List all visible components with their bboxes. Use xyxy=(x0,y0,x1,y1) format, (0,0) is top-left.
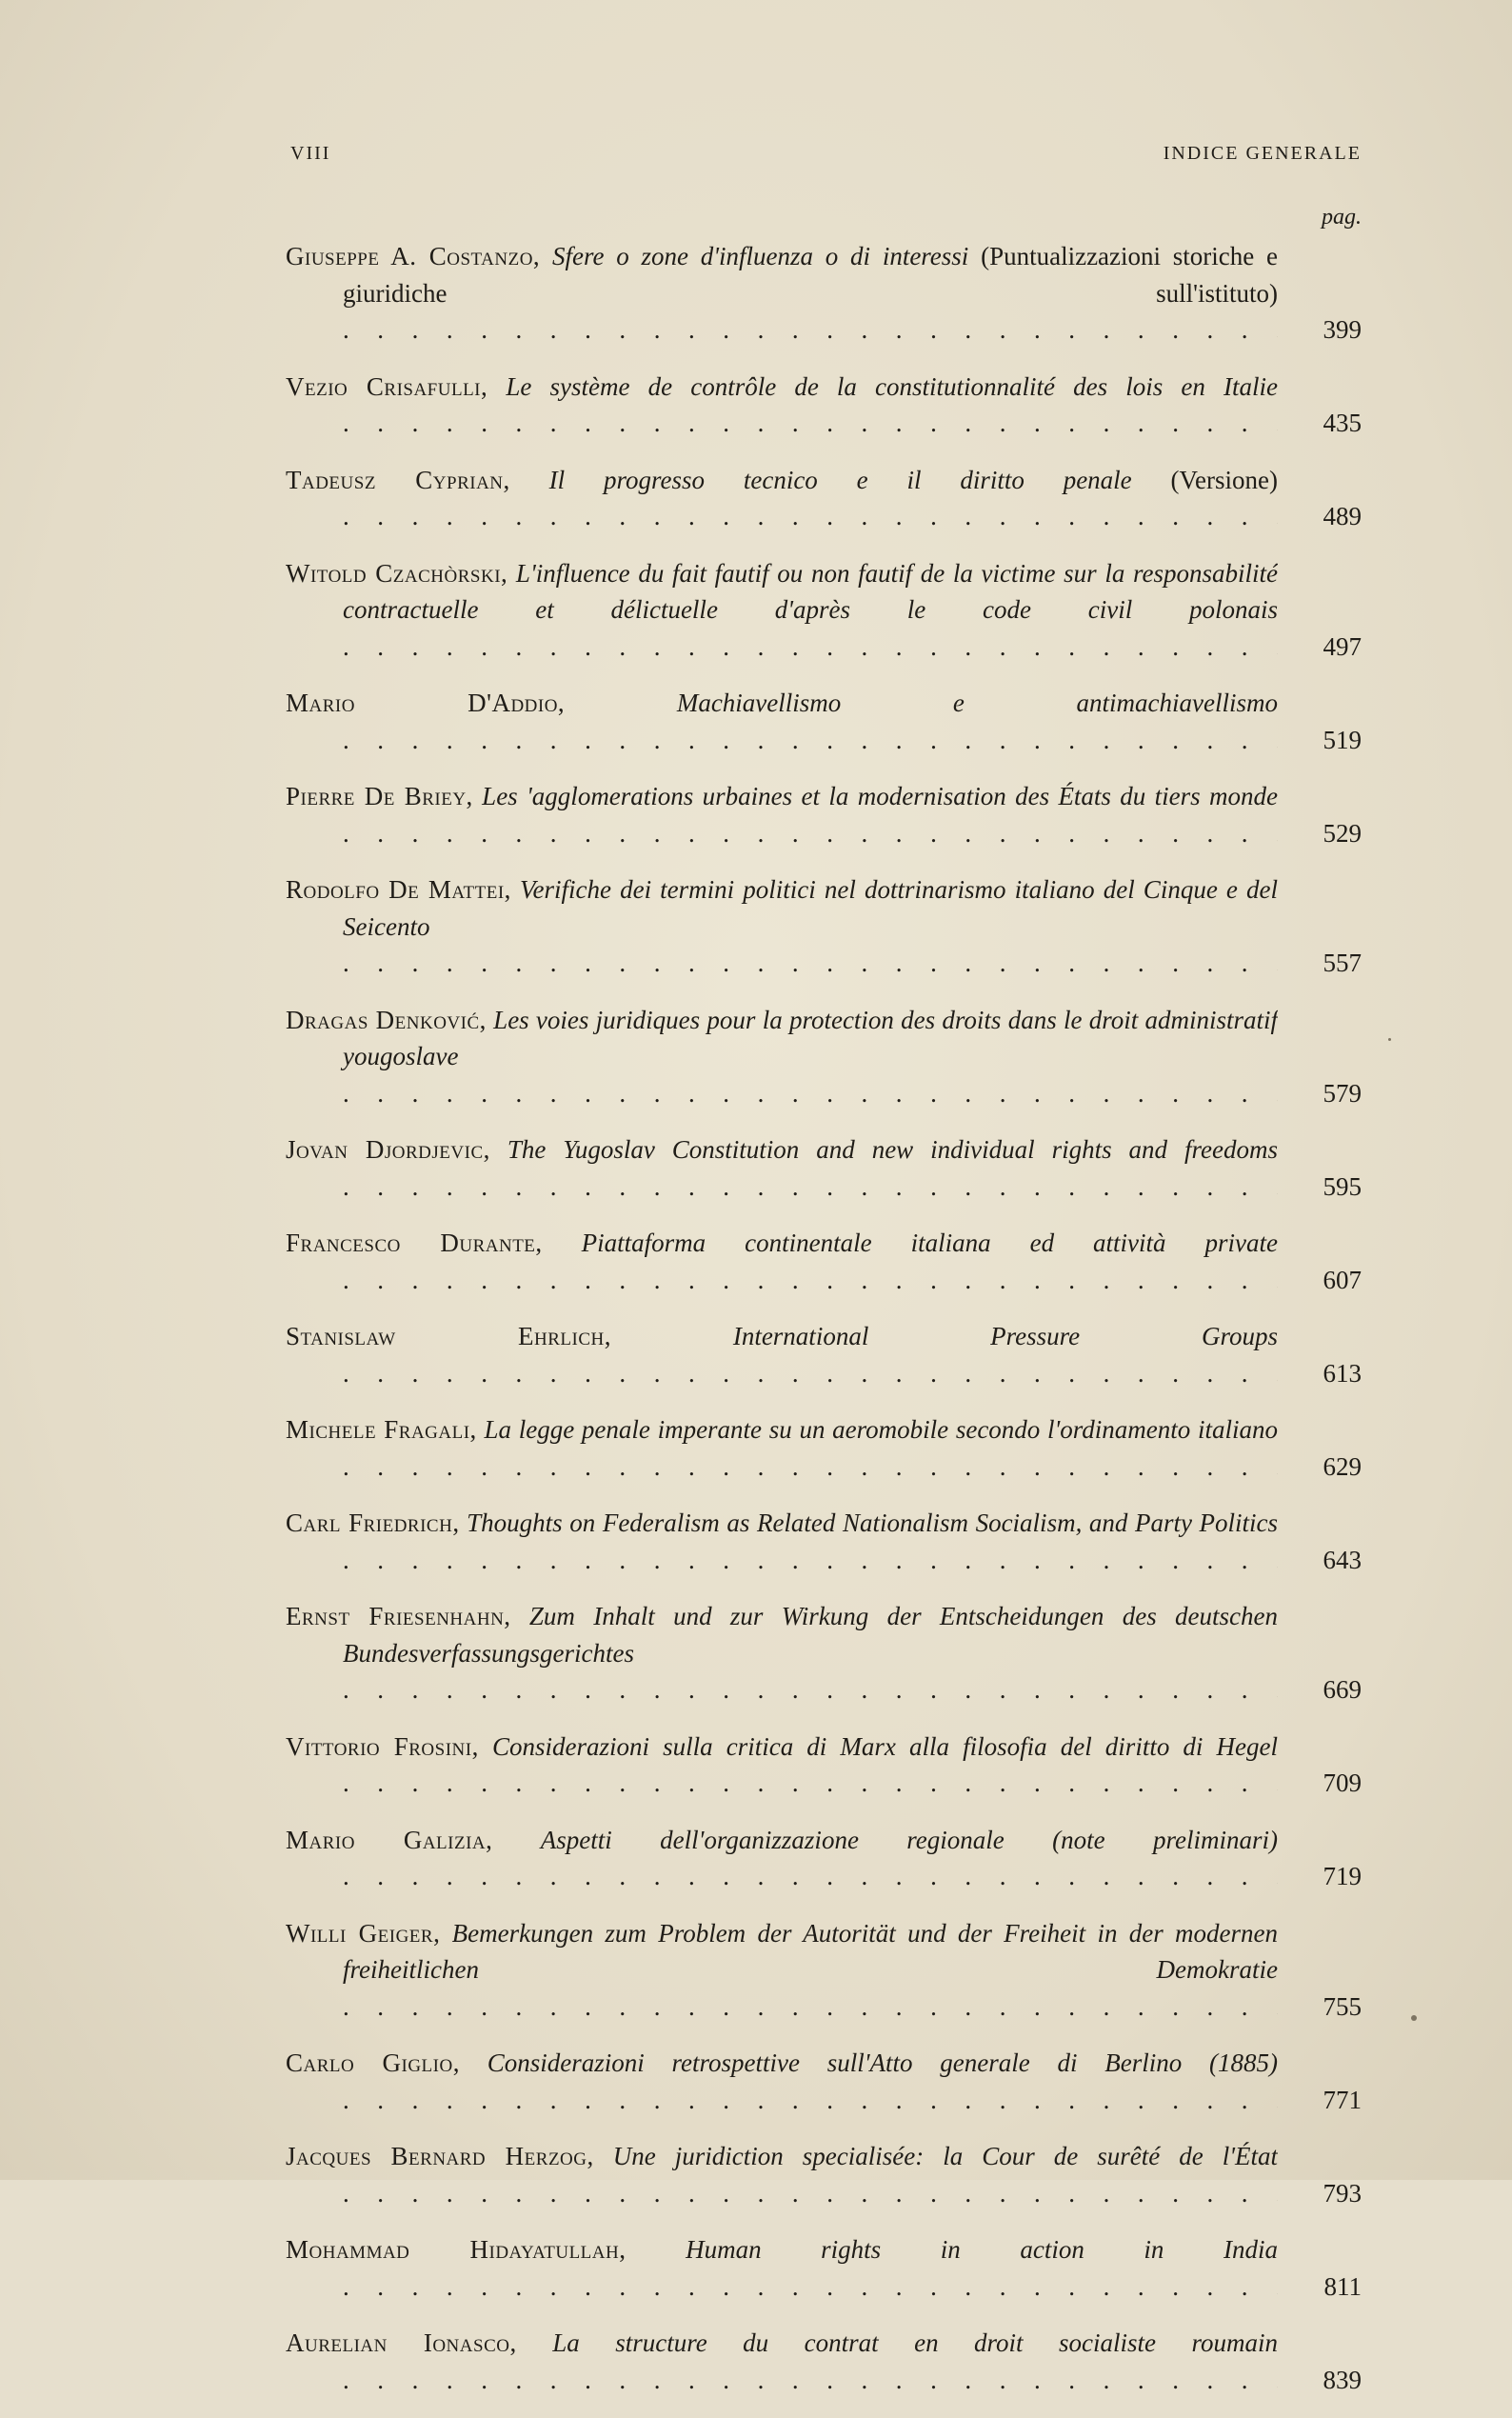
entry-page: 643 xyxy=(1323,1545,1362,1574)
entry-title: Verifiche dei termini politici nel dottrinarismo italiano del Cinque e del Seicento xyxy=(343,875,1278,941)
toc-entry xyxy=(286,1411,1362,1485)
entry-title: L'influence du fait fautif ou non fautif de la victime sur la responsabilité contractuelle et délictuelle d'après le code civil polonais xyxy=(343,558,1278,624)
entry-page: 579 xyxy=(1323,1078,1362,1108)
entry-page: 399 xyxy=(1323,315,1362,344)
toc-entry xyxy=(286,2045,1362,2118)
author-name: Jacques Bernard Herzog, xyxy=(286,2142,594,2170)
paper-speck xyxy=(1388,1038,1391,1041)
paper-speck xyxy=(1411,2015,1417,2021)
author-name: Tadeusz Cyprian, xyxy=(286,465,510,494)
page-number: VIII xyxy=(290,143,331,164)
author-name: Carl Friedrich, xyxy=(286,1509,460,1537)
entry-title: The Yugoslav Constitution and new individual rights and freedoms xyxy=(507,1135,1278,1164)
toc-entry xyxy=(286,462,1362,535)
author-name: Jovan Djordjevic, xyxy=(286,1135,490,1164)
author-name: Witold Czachòrski, xyxy=(286,558,508,588)
author-name: Giuseppe A. Costanzo, xyxy=(286,242,541,270)
entry-title: Aspetti dell'organizzazione regionale (note preliminari) xyxy=(540,1825,1278,1854)
entry-title: Bemerkungen zum Problem der Autorität und der Freiheit in der modernen freiheitlichen Demokratie xyxy=(343,1918,1278,1984)
entry-note: (Puntualizzazioni storiche e giuridiche sull'istituto) xyxy=(343,242,1278,308)
entry-page: 755 xyxy=(1323,1991,1362,2021)
entry-page: 709 xyxy=(1323,1769,1362,1797)
entry-page: 719 xyxy=(1323,1862,1362,1890)
entry-page: 613 xyxy=(1323,1358,1362,1388)
author-name: Vittorio Frosini, xyxy=(286,1731,479,1761)
entry-title: Le système de contrôle de la constitutionnalité des lois en Italie xyxy=(506,371,1278,401)
author-name: Mario Galizia, xyxy=(286,1825,493,1854)
author-name: Stanislaw Ehrlich, xyxy=(286,1322,611,1350)
entry-page: 839 xyxy=(1323,2365,1362,2394)
entry-title: La legge penale imperante su un aeromobile secondo l'ordinamento italiano xyxy=(484,1415,1278,1444)
toc-entry xyxy=(286,1729,1362,1802)
toc-entry xyxy=(286,555,1362,666)
toc-entry xyxy=(286,1505,1362,1578)
author-name: Ernst Friesenhahn, xyxy=(286,1602,511,1630)
entry-title: Sfere o zone d'influenza o di interessi xyxy=(551,242,969,270)
toc-entry xyxy=(286,685,1362,758)
author-name: Francesco Durante, xyxy=(286,1229,543,1257)
entry-page: 489 xyxy=(1323,502,1362,530)
entry-title: Il progresso tecnico e il diritto penale xyxy=(548,465,1132,494)
entry-page: 629 xyxy=(1323,1451,1362,1481)
entry-title: La structure du contrat en droit socialiste roumain xyxy=(552,2328,1278,2357)
entry-page: 497 xyxy=(1323,631,1362,661)
toc-entry xyxy=(286,2325,1362,2398)
toc-entry xyxy=(286,871,1362,982)
table-of-contents xyxy=(286,238,1362,2418)
entry-title: Les voies juridiques pour la protection des droits dans le droit administratif yougoslave xyxy=(343,1005,1278,1070)
entry-page: 595 xyxy=(1323,1171,1362,1201)
entry-title: Considerazioni sulla critica di Marx alla filosofia del diritto di Hegel xyxy=(491,1731,1278,1761)
entry-title: Human rights in action in India xyxy=(686,2235,1278,2264)
entry-page: 529 xyxy=(1323,818,1362,848)
entry-title: Les 'agglomerations urbaines et la modernisation des États du tiers monde xyxy=(482,782,1278,810)
entry-title: Une juridiction specialisée: la Cour de surêté de l'État xyxy=(612,2142,1278,2170)
toc-entry xyxy=(286,1131,1362,1205)
entry-page: 771 xyxy=(1323,2085,1362,2114)
entry-note: (Versione) xyxy=(1170,465,1278,494)
toc-entry xyxy=(286,1002,1362,1112)
author-name: Willi Geiger, xyxy=(286,1918,441,1948)
entry-page: 557 xyxy=(1323,949,1362,977)
author-name: Mario D'Addio, xyxy=(286,689,566,717)
entry-page: 435 xyxy=(1323,409,1362,437)
author-name: Dragas Denković, xyxy=(286,1005,487,1034)
author-name: Pierre De Briey, xyxy=(286,782,473,810)
entry-page: 669 xyxy=(1323,1675,1362,1704)
author-name: Aurelian Ionasco, xyxy=(286,2328,517,2357)
entry-title: Considerazioni retrospettive sull'Atto generale di Berlino (1885) xyxy=(487,2048,1278,2077)
entry-title: Piattaforma continentale italiana ed attività private xyxy=(581,1229,1278,1257)
page-column-label: pag. xyxy=(1322,205,1362,230)
author-name: Vezio Crisafulli, xyxy=(286,371,488,401)
entry-title: International Pressure Groups xyxy=(732,1322,1278,1350)
running-title: INDICE GENERALE xyxy=(1163,143,1362,164)
entry-title: Machiavellismo e antimachiavellismo xyxy=(676,689,1278,717)
entry-title: Zum Inhalt und zur Wirkung der Entscheidungen des deutschen Bundesverfassungsgerichtes xyxy=(343,1602,1278,1668)
entry-page: 519 xyxy=(1323,725,1362,754)
entry-page: 793 xyxy=(1323,2178,1362,2208)
toc-entry xyxy=(286,1915,1362,2026)
toc-entry xyxy=(286,1318,1362,1391)
running-header xyxy=(290,143,1362,171)
toc-entry xyxy=(286,369,1362,442)
author-name: Carlo Giglio, xyxy=(286,2048,460,2077)
toc-entry xyxy=(286,778,1362,851)
toc-entry xyxy=(286,2138,1362,2211)
toc-entry xyxy=(286,2231,1362,2305)
entry-page: 811 xyxy=(1323,2271,1362,2301)
toc-entry xyxy=(286,238,1362,349)
toc-entry xyxy=(286,1598,1362,1709)
entry-title: Thoughts on Federalism as Related Nationalism Socialism, and Party Politics xyxy=(467,1509,1278,1537)
entry-page: 607 xyxy=(1323,1265,1362,1294)
author-name: Mohammad Hidayatullah, xyxy=(286,2235,627,2264)
toc-entry xyxy=(286,1225,1362,1298)
toc-entry xyxy=(286,1822,1362,1895)
author-name: Rodolfo De Mattei, xyxy=(286,875,511,904)
author-name: Michele Fragali, xyxy=(286,1415,477,1444)
